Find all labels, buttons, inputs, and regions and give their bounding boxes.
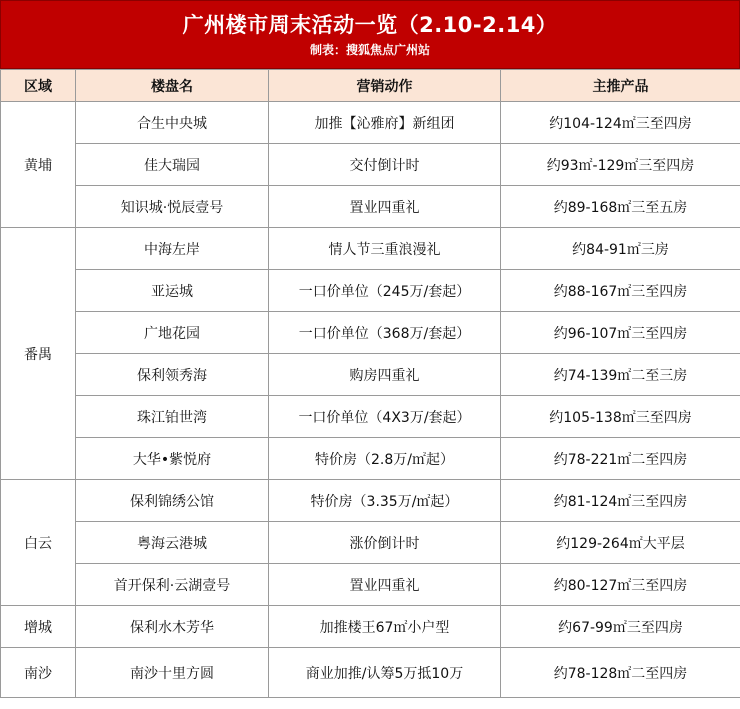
marketing-action-cell: 商业加推/认筹5万抵10万 — [269, 648, 501, 698]
main-product-cell: 约96-107㎡三至四房 — [501, 312, 740, 354]
district-cell: 黄埔 — [1, 102, 76, 228]
table-row — [1, 396, 740, 438]
project-name-cell: 中海左岸 — [76, 228, 269, 270]
table-row — [1, 312, 740, 354]
table-row — [1, 522, 740, 564]
project-name-cell: 保利领秀海 — [76, 354, 269, 396]
project-name-cell: 佳大瑞园 — [76, 144, 269, 186]
main-product-cell: 约84-91㎡三房 — [501, 228, 740, 270]
marketing-action-cell: 加推【沁雅府】新组团 — [269, 102, 501, 144]
marketing-action-cell: 一口价单位（4X3万/套起） — [269, 396, 501, 438]
project-name-cell: 珠江铂世湾 — [76, 396, 269, 438]
project-name-cell: 南沙十里方圆 — [76, 648, 269, 698]
main-product-cell: 约81-124㎡三至四房 — [501, 480, 740, 522]
column-header-row — [1, 70, 740, 102]
marketing-action-cell: 涨价倒计时 — [269, 522, 501, 564]
project-name-cell: 广地花园 — [76, 312, 269, 354]
project-name-cell: 知识城·悦辰壹号 — [76, 186, 269, 228]
district-cell: 番禺 — [1, 228, 76, 480]
main-product-cell: 约129-264㎡大平层 — [501, 522, 740, 564]
main-product-cell: 约88-167㎡三至四房 — [501, 270, 740, 312]
promo-table — [0, 69, 740, 698]
marketing-action-cell: 特价房（3.35万/㎡起） — [269, 480, 501, 522]
project-name-cell: 合生中央城 — [76, 102, 269, 144]
table-row — [1, 564, 740, 606]
project-name-cell: 亚运城 — [76, 270, 269, 312]
main-product-cell: 约67-99㎡三至四房 — [501, 606, 740, 648]
marketing-action-cell: 购房四重礼 — [269, 354, 501, 396]
column-header-project: 楼盘名 — [76, 70, 269, 102]
marketing-action-cell: 一口价单位（245万/套起） — [269, 270, 501, 312]
project-name-cell: 保利锦绣公馆 — [76, 480, 269, 522]
table-row — [1, 354, 740, 396]
district-cell: 白云 — [1, 480, 76, 606]
column-header-action: 营销动作 — [269, 70, 501, 102]
main-product-cell: 约74-139㎡二至三房 — [501, 354, 740, 396]
main-product-cell: 约104-124㎡三至四房 — [501, 102, 740, 144]
project-name-cell: 保利水木芳华 — [76, 606, 269, 648]
marketing-action-cell: 情人节三重浪漫礼 — [269, 228, 501, 270]
table-subtitle: 制表：搜狐焦点广州站 — [309, 42, 430, 57]
column-header-district: 区域 — [1, 70, 76, 102]
district-cell: 增城 — [1, 606, 76, 648]
table-row — [1, 186, 740, 228]
project-name-cell: 大华•紫悦府 — [76, 438, 269, 480]
marketing-action-cell: 特价房（2.8万/㎡起） — [269, 438, 501, 480]
main-product-cell: 约78-128㎡二至四房 — [501, 648, 740, 698]
table-row — [1, 144, 740, 186]
table-row — [1, 480, 740, 522]
district-cell: 南沙 — [1, 648, 76, 698]
table-row — [1, 606, 740, 648]
table-body — [1, 102, 740, 698]
project-name-cell: 首开保利·云湖壹号 — [76, 564, 269, 606]
table-row — [1, 102, 740, 144]
main-product-cell: 约89-168㎡三至五房 — [501, 186, 740, 228]
table-header-banner — [0, 0, 740, 69]
table-row — [1, 270, 740, 312]
marketing-action-cell: 加推楼王67㎡小户型 — [269, 606, 501, 648]
marketing-action-cell: 置业四重礼 — [269, 186, 501, 228]
marketing-action-cell: 交付倒计时 — [269, 144, 501, 186]
table-row — [1, 438, 740, 480]
marketing-action-cell: 一口价单位（368万/套起） — [269, 312, 501, 354]
project-name-cell: 粤海云港城 — [76, 522, 269, 564]
marketing-action-cell: 置业四重礼 — [269, 564, 501, 606]
table-row — [1, 228, 740, 270]
main-product-cell: 约80-127㎡三至四房 — [501, 564, 740, 606]
table-row — [1, 648, 740, 698]
column-header-product: 主推产品 — [501, 70, 740, 102]
main-product-cell: 约105-138㎡三至四房 — [501, 396, 740, 438]
main-product-cell: 约93㎡-129㎡三至四房 — [501, 144, 740, 186]
table-title: 广州楼市周末活动一览（2.10-2.14） — [182, 12, 558, 37]
main-product-cell: 约78-221㎡二至四房 — [501, 438, 740, 480]
